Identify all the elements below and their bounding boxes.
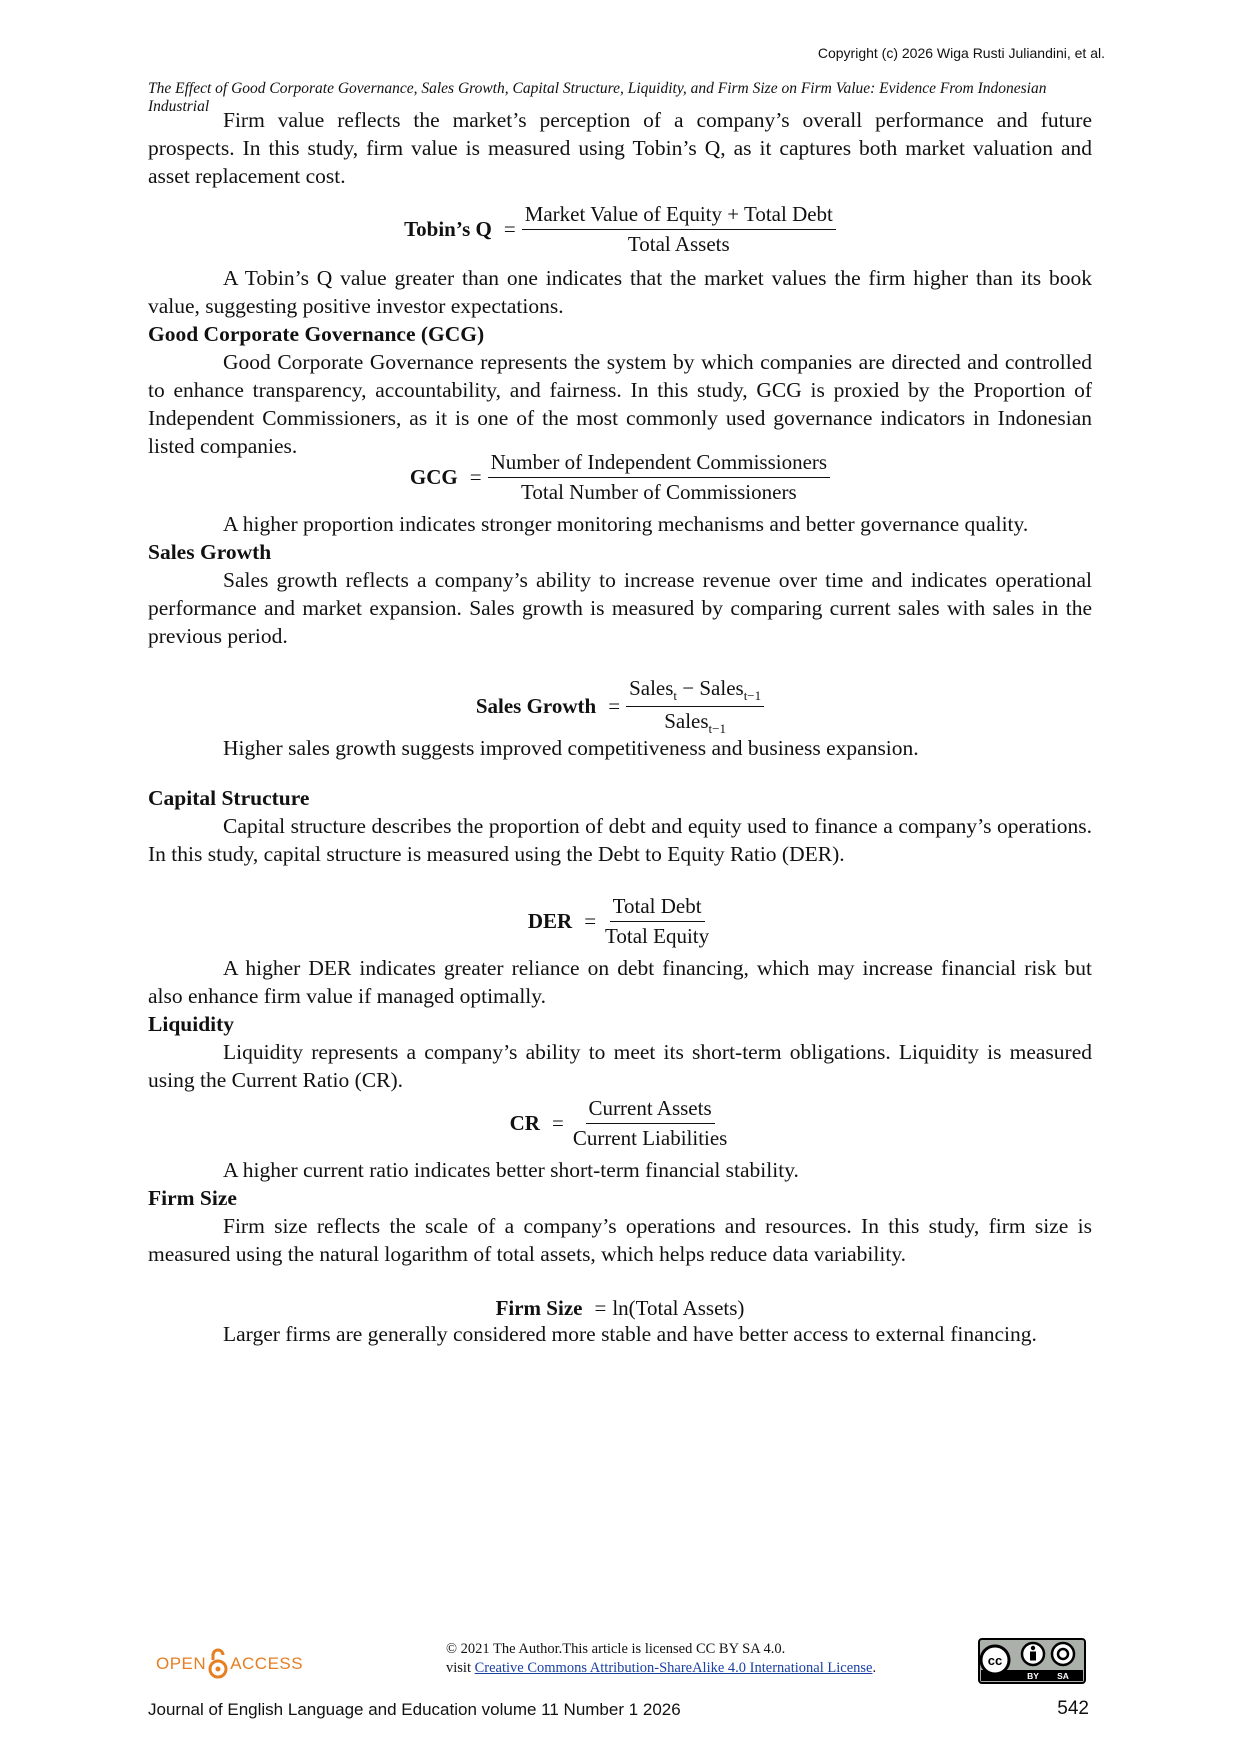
denominator: Total Equity [605,924,710,948]
formula-rhs: ln(Total Assets) [612,1296,745,1320]
cc-icon [981,1646,1009,1674]
numerator: Total Debt [610,894,705,922]
paragraph: Firm size reflects the scale of a company’s operations and resources. In this study, firm size is measured using the natural logarithm of total assets, which helps reduce data variability. [148,1214,1092,1266]
numerator: Number of Independent Commissioners [488,450,831,478]
paragraph: A Tobin’s Q value greater than one indicates that the market values the firm higher than its book value, suggesting positive investor expectations. [148,266,1092,318]
denominator: Current Liabilities [572,1126,728,1150]
numerator: Current Assets [586,1096,715,1124]
fraction [626,676,764,737]
running-title: The Effect of Good Corporate Governance, Sales Growth, Capital Structure, Liquidity, and Firm Size on Firm Value: Evidence From Indonesian Industrial [148,80,1047,115]
heading-gcg: Good Corporate Governance (GCG) [148,322,485,346]
equals-sign: = [469,465,482,489]
paragraph: Good Corporate Governance represents the system by which companies are directed and controlled to enhance transparency, accountability, and fairness. In this study, GCG is proxied by the Proportion of Independent Commissioners, as it is one of the most commonly used governance indicators in Indonesian listed companies. [148,350,1092,458]
paragraph: Higher sales growth suggests improved competitiveness and business expansion. [223,736,919,760]
fraction [570,1096,731,1151]
license-line: © 2021 The Author.This article is licensed CC BY SA 4.0. [446,1641,786,1657]
section-sales-growth [148,510,1092,650]
page-number: 542 [1057,1698,1089,1719]
license-notice: © 2021 The Author.This article is licensed CC BY SA 4.0. visit Creative Commons Attribution-ShareAlike 4.0 International License. [446,1641,877,1676]
paragraph: Sales growth reflects a company’s ability to increase revenue over time and indicates operational performance and market expansion. Sales growth is measured by comparing current sales with sales in the previous period. [148,568,1092,648]
denominator: Sales$_{t-1}$ [664,709,726,737]
share-alike-icon [1052,1643,1074,1665]
formula-lhs: CR [509,1111,540,1135]
paragraph: Liquidity represents a company’s ability to meet its short-term obligations. Liquidity is measured using the Current Ratio (CR). [148,1040,1092,1092]
numerator: Sales$_t$ − Sales$_{t-1}$ [626,676,764,707]
open-access-logo: OPEN ACCESS [156,1648,303,1680]
paragraph: Larger firms are generally considered more stable and have better access to external financing. [223,1322,1037,1346]
numerator: Market Value of Equity + Total Debt [522,202,836,230]
fraction [488,450,831,505]
formula-sales-growth [148,676,1092,737]
formula-lhs: DER [527,909,573,933]
paragraph: A higher DER indicates greater reliance on debt financing, which may increase financial risk but also enhance firm value if managed optimally. [148,956,1092,1008]
cc-sa-label: SA [1057,1671,1069,1681]
journal-footer: Journal of English Language and Education volume 11 Number 1 2026 [148,1700,681,1719]
paragraph: A higher current ratio indicates better short-term financial stability. [223,1158,799,1182]
open-lock-icon [207,1648,229,1680]
cc-by-sa-badge[interactable] [978,1638,1086,1689]
paragraph: Firm value reflects the market’s perception of a company’s overall performance and future prospects. In this study, firm value is measured using Tobin’s Q, as it captures both market valuation and asset replacement cost. [148,108,1092,188]
formula-gcg [148,450,1092,505]
section-firm-value [148,106,1092,190]
copyright-header: Copyright (c) 2026 Wiga Rusti Juliandini, et al. [817,45,1105,61]
by-person-icon [1022,1643,1044,1665]
paragraph: A higher proportion indicates stronger monitoring mechanisms and better governance quality. [223,512,1029,536]
section-firm-size [148,1156,1092,1268]
formula-cr [148,1096,1092,1151]
fraction [522,202,836,257]
cc-by-label: BY [1027,1671,1039,1681]
formula-lhs: Tobin’s Q [404,217,492,241]
equals-sign: = [551,1111,564,1135]
equals-sign: = [503,217,516,241]
svg-text:cc: cc [987,1653,1003,1668]
formula-firm-size [148,1296,1092,1321]
equals-sign: = [594,1296,607,1320]
paragraph: Capital structure describes the proportion of debt and equity used to finance a company’s operations. In this study, capital structure is measured using the Debt to Equity Ratio (DER). [148,814,1092,866]
heading-capital-structure: Capital Structure [148,786,310,810]
denominator: Total Assets [627,232,730,256]
heading-firm-size: Firm Size [148,1186,237,1210]
heading-sales-growth: Sales Growth [148,540,272,564]
section-capital-structure [148,734,1092,868]
license-link[interactable]: Creative Commons Attribution-ShareAlike 4.0 International License [474,1660,873,1676]
formula-lhs: GCG [409,465,458,489]
equals-sign: = [584,909,597,933]
section-gcg [148,264,1092,460]
fraction [602,894,712,949]
formula-lhs: Firm Size [495,1296,583,1320]
formula-lhs: Sales Growth [475,694,597,719]
formula-tobins-q [148,202,1092,257]
section-closing [148,1320,1092,1348]
section-liquidity [148,954,1092,1094]
formula-der [148,894,1092,949]
heading-liquidity: Liquidity [148,1012,235,1036]
equals-sign: = [608,694,621,719]
denominator: Total Number of Commissioners [521,480,797,504]
